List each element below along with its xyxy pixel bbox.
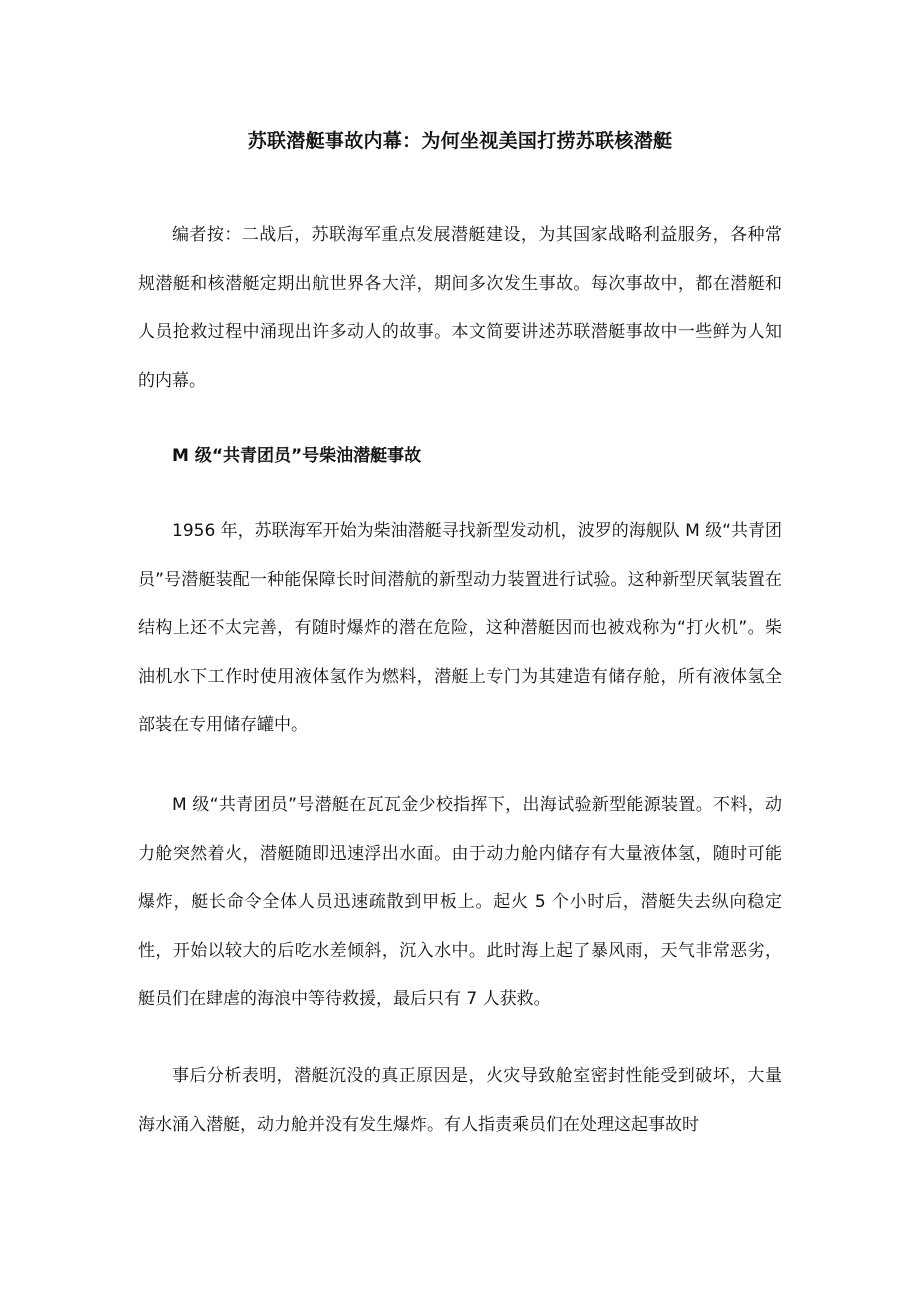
editor-note-paragraph: 编者按：二战后，苏联海军重点发展潜艇建设，为其国家战略利益服务，各种常规潜艇和核潜艇定期出航世界各大洋，期间多次发生事故。每次事故中，都在潜艇和人员抢救过程中涌现出许多动人的故事。本文简要讲述苏联潜艇事故中一些鲜为人知的内幕。 (138, 225, 782, 391)
section-heading: M 级“共青团员”号柴油潜艇事故 (172, 446, 422, 466)
document-title: 苏联潜艇事故内幕：为何坐视美国打捞苏联核潜艇 (247, 130, 673, 152)
body-paragraph-1956: 1956 年，苏联海军开始为柴油潜艇寻找新型发动机，波罗的海舰队 M 级“共青团员”号潜艇装配一种能保障长时间潜航的新型动力装置进行试验。这种新型厌氧装置在结构上还不太完善，有随时爆炸的潜在危险，这种潜艇因而也被戏称为“打火机”。柴油机水下工作时使用液体氢作为燃料，潜艇上专门为其建造有储存舱，所有液体氢全部装在专用储存罐中。 (138, 521, 782, 736)
body-paragraph-fire: M 级“共青团员”号潜艇在瓦瓦金少校指挥下，出海试验新型能源装置。不料，动力舱突然着火，潜艇随即迅速浮出水面。由于动力舱内储存有大量液体氢，随时可能爆炸，艇长命令全体人员迅速疏散到甲板上。起火 5 个小时后，潜艇失去纵向稳定性，开始以较大的后吃水差倾斜，沉入水中。此时海上起了暴风雨，天气非常恶劣，艇员们在肆虐的海浪中等待救援，最后只有 7 人获救。 (138, 795, 782, 1010)
body-paragraph-analysis: 事后分析表明，潜艇沉没的真正原因是，火灾导致舱室密封性能受到破坏，大量海水涌入潜艇，动力舱并没有发生爆炸。有人指责乘员们在处理这起事故时 (138, 1066, 782, 1135)
